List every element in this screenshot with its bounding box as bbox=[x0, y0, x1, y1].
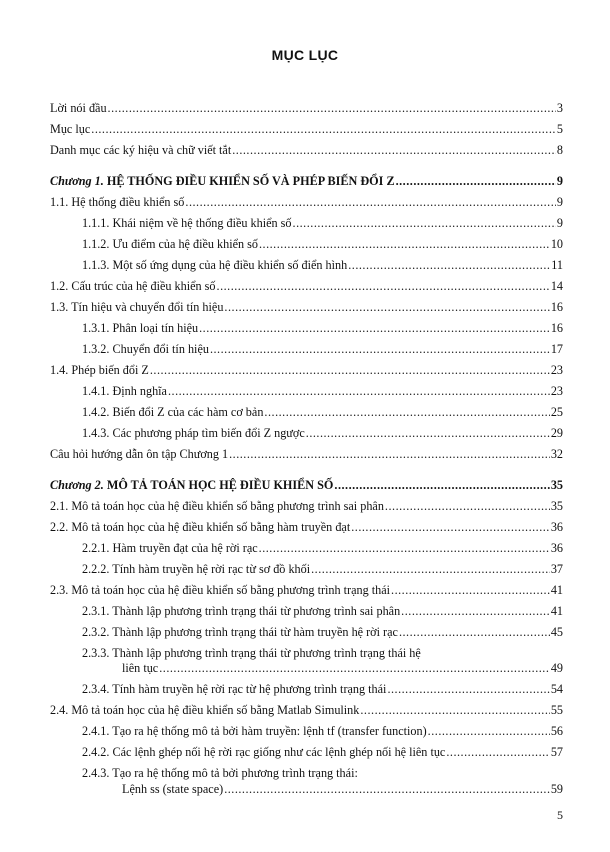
toc-entry[interactable]: 1.1.2. Ưu điểm của hệ điều khiển số ..... 10 bbox=[82, 236, 563, 252]
toc-entry[interactable]: 1.4.2. Biến đổi Z của các hàm cơ bản ..... 25 bbox=[82, 404, 563, 420]
toc-entry[interactable]: 1.1. Hệ thống điều khiển số ..... 9 bbox=[50, 194, 563, 210]
toc-entry[interactable]: 1.4. Phép biến đổi Z ..... 23 bbox=[50, 362, 563, 378]
toc-entry[interactable]: 2.3.1. Thành lập phương trình trạng thái từ phương trình sai phân ..... 41 bbox=[82, 603, 563, 619]
toc-entry[interactable]: 2.2.2. Tính hàm truyền hệ rời rạc từ sơ đồ khối ..... 37 bbox=[82, 561, 563, 577]
toc-entry[interactable]: Danh mục các ký hiệu và chữ viết tắt ..... 8 bbox=[50, 142, 563, 158]
toc-entry[interactable]: Mục lục ..... 5 bbox=[50, 121, 563, 137]
page-title: MỤC LỤC bbox=[271, 47, 339, 63]
toc-entry[interactable]: 2.3.4. Tính hàm truyền hệ rời rạc từ hệ phương trình trạng thái ..... 54 bbox=[82, 681, 563, 697]
toc-entry[interactable]: 2.2.1. Hàm truyền đạt của hệ rời rạc ..... 36 bbox=[82, 540, 563, 556]
toc-entry[interactable]: 2.4.1. Tạo ra hệ thống mô tả bởi hàm truyền: lệnh tf (transfer function) ..... 56 bbox=[82, 723, 563, 739]
toc-entry[interactable]: 1.2. Cấu trúc của hệ điều khiển số ..... 14 bbox=[50, 278, 563, 294]
toc-entry[interactable]: 2.3. Mô tả toán học của hệ điều khiển số bằng phương trình trạng thái ..... 41 bbox=[50, 582, 563, 598]
toc-entry[interactable]: 2.4. Mô tả toán học của hệ điều khiển số bằng Matlab Simulink ..... 55 bbox=[50, 702, 563, 718]
page-number: 5 bbox=[557, 808, 563, 822]
toc-entry[interactable]: 1.1.1. Khái niệm về hệ thống điều khiển số ..... 9 bbox=[82, 215, 563, 231]
toc-entry[interactable]: Lời nói đầu ..... 3 bbox=[50, 100, 563, 116]
toc-entry[interactable]: Lệnh ss (state space) ..... 59 bbox=[122, 781, 563, 797]
toc-entry[interactable]: 1.4.1. Định nghĩa ..... 23 bbox=[82, 383, 563, 399]
toc-entry[interactable]: 1.3. Tín hiệu và chuyển đổi tín hiệu ..... 16 bbox=[50, 299, 563, 315]
toc-entry-line[interactable]: 2.3.3. Thành lập phương trình trạng thái từ phương trình trạng thái hệ bbox=[82, 646, 421, 660]
toc-entry[interactable]: 1.1.3. Một số ứng dụng của hệ điều khiển số điển hình ..... 11 bbox=[82, 257, 563, 273]
toc-entry[interactable]: 2.3.2. Thành lập phương trình trạng thái từ hàm truyền hệ rời rạc ..... 45 bbox=[82, 624, 563, 640]
toc-chapter-2[interactable]: Chương 2. MÔ TẢ TOÁN HỌC HỆ ĐIỀU KHIỂN SỐ ..... 35 bbox=[50, 477, 563, 493]
toc-entry[interactable]: 2.2. Mô tả toán học của hệ điều khiển số bằng hàm truyền đạt ..... 36 bbox=[50, 519, 563, 535]
toc-entry-line[interactable]: 2.4.3. Tạo ra hệ thống mô tả bởi phương trình trạng thái: bbox=[82, 766, 358, 780]
toc-entry[interactable]: 2.4.2. Các lệnh ghép nối hệ rời rạc giống như các lệnh ghép nối hệ liên tục ..... 57 bbox=[82, 744, 563, 760]
toc-entry[interactable]: 1.3.1. Phân loại tín hiệu ..... 16 bbox=[82, 320, 563, 336]
toc-chapter-1[interactable]: Chương 1. HỆ THỐNG ĐIỀU KHIỂN SỐ VÀ PHÉP BIẾN ĐỔI Z ..... 9 bbox=[50, 173, 563, 189]
toc-entry[interactable]: liên tục ..... 49 bbox=[122, 660, 563, 676]
toc-entry[interactable]: Câu hỏi hướng dẫn ôn tập Chương 1 ..... 32 bbox=[50, 446, 563, 462]
toc-entry[interactable]: 1.4.3. Các phương pháp tìm biến đổi Z ngược ..... 29 bbox=[82, 425, 563, 441]
toc-entry[interactable]: 2.1. Mô tả toán học của hệ điều khiển số bằng phương trình sai phân ..... 35 bbox=[50, 498, 563, 514]
toc-entry[interactable]: 1.3.2. Chuyển đổi tín hiệu ..... 17 bbox=[82, 341, 563, 357]
